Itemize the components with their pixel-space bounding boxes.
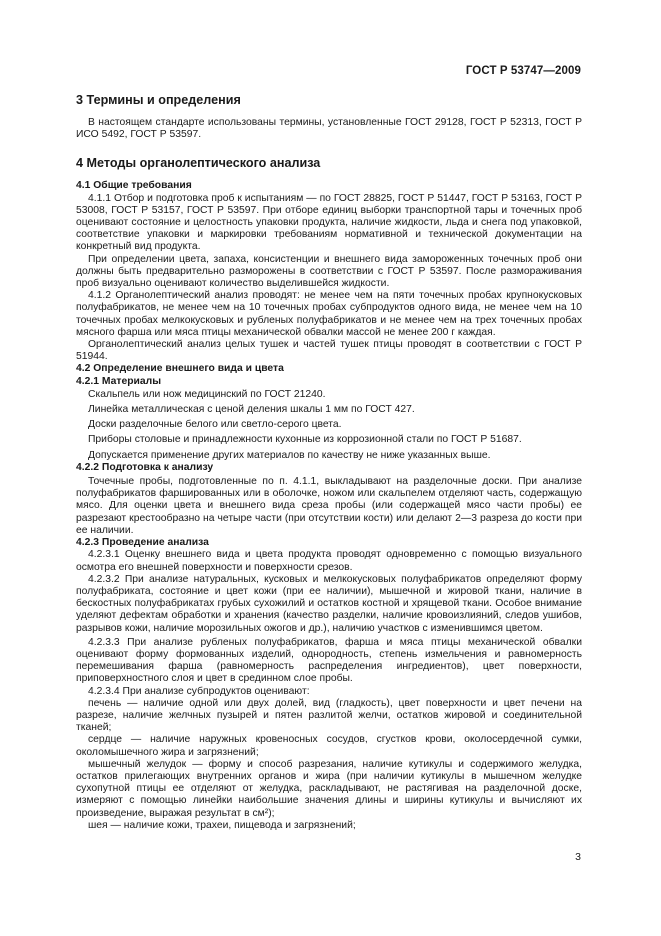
paragraph-4-2-2: Точечные пробы, подготовленные по п. 4.1.1, выкладывают на разделочные доски. При анализе полуфабрикатов фаршированных или в оболочке, ножом или скальпелем отделяют часть, содержащую мясо. Для оценки цвета и внешнего вида среза пробы (или содержащей мясо части пробы) ее разрезают крестообразно на четыре части (при отсутствии кости) или делают 2—3 разреза до кости при ее наличии. [76, 476, 582, 536]
paragraph-heart: сердце — наличие наружных кровеносных сосудов, сгустков крови, околосердечной сумки, околомышечного жира и загрязнений; [76, 734, 582, 758]
section-4-2-title: 4.2 Определение внешнего вида и цвета [76, 363, 284, 375]
section-4-2-3-title: 4.2.3 Проведение анализа [76, 537, 209, 549]
material-item: Допускается применение других материалов по качеству не ниже указанных выше. [88, 449, 491, 461]
paragraph-4-2-3-4: 4.2.3.4 При анализе субпродуктов оценивают: [88, 685, 310, 697]
paragraph-liver: печень — наличие одной или двух долей, вид (гладкость), цвет поверхности и цвет печени на разрезе, наличие желчных пузырей и пятен разлитой желчи, остатков жировой и соединительной тканей; [76, 697, 582, 734]
paragraph-neck: шея — наличие кожи, трахеи, пищевода и загрязнений; [88, 819, 356, 831]
material-item: Скальпель или нож медицинский по ГОСТ 21240. [88, 388, 326, 400]
paragraph-4-1-1: 4.1.1 Отбор и подготовка проб к испытаниям — по ГОСТ 28825, ГОСТ Р 51447, ГОСТ Р 53163, ГОСТ Р 53008, ГОСТ Р 53157, ГОСТ Р 53597. При отборе единиц выборки транспортной тары и точечных проб оценивают состояние и целостность упаковки продукта, наличие жидкости, льда и снега под упаковкой, соответствие упаковки и маркировки требованиям нормативной и технической документации на конкретный вид продукта. [76, 192, 582, 253]
document-body [76, 92, 582, 832]
section-3-text: В настоящем стандарте использованы термины, установленные ГОСТ 29128, ГОСТ Р 52313, ГОСТ Р ИСО 5492, ГОСТ Р 53597. [76, 117, 582, 141]
paragraph-4-1-2-b: Органолептический анализ целых тушек и частей тушек птицы проводят в соответствии с ГОСТ Р 51944. [76, 339, 582, 363]
paragraph-4-2-3-2: 4.2.3.2 При анализе натуральных, кусковых и мелкокусковых полуфабрикатов определяют форму полуфабриката, состояние и цвет кожи (при ее наличии), мышечной и жировой ткани, наличие в бескостных полуфабрикатах грубых сухожилий и остатков костной и хрящевой ткани. Особое внимание уделяют дефектам обработки и хранения (качество разделки, наличие кровоизлияний, следов ушибов, разрывов кожи, наличие морозильных ожогов и др.), наличию участков с изменившимся цветом. [76, 573, 582, 634]
page-number: 3 [575, 851, 581, 863]
section-4-1-title: 4.1 Общие требования [76, 180, 192, 192]
section-3-title: 3 Термины и определения [76, 93, 241, 107]
section-4-2-2-title: 4.2.2 Подготовка к анализу [76, 461, 214, 473]
paragraph-gizzard: мышечный желудок — форму и способ разрезания, наличие кутикулы и содержимого желудка, остатков прилегающих внутренних органов и жира (при наличии кутикулы в мышечном желудке сухопутной птицы ее отделяют от желудка, раскладывают, не растягивая на разделочной доске, измеряют с помощью линейки наибольшие значения длины и ширины кутикулы и вычисляют их произведение, выражая результат в см²); [76, 758, 582, 819]
standard-header: ГОСТ Р 53747—2009 [465, 65, 581, 77]
material-item: Доски разделочные белого или светло-серого цвета. [88, 419, 342, 431]
paragraph-4-2-3-3: 4.2.3.3 При анализе рубленых полуфабрикатов, фарша и мяса птицы механической обвалки оценивают форму формованных изделий, однородность, степень измельчения и равномерность перемешивания фарша (равномерность распределения ингредиентов), цвет поверхности, приповерхностного слоя и цвет в срединном слое пробы. [76, 636, 582, 685]
paragraph-4-1-2: 4.1.2 Органолептический анализ проводят: не менее чем на пяти точечных пробах крупнокусковых полуфабрикатов, не менее чем на 10 точечных пробах субпродуктов одного вида, не менее чем на 10 точечных пробах мелкокусковых и рубленых полуфабрикатов и не менее чем на трех точечных пробах мясного фарша или мяса птицы механической обвалки массой не менее 200 г каждая. [76, 290, 582, 338]
material-item: Приборы столовые и принадлежности кухонные из коррозионной стали по ГОСТ Р 51687. [88, 434, 522, 446]
paragraph-4-1-1-b: При определении цвета, запаха, консистенции и внешнего вида замороженных точечных проб они должны быть предварительно разморожены в соответствии с ГОСТ Р 53597. После размораживания проб визуально оценивают количество выделившейся жидкости. [76, 253, 582, 290]
material-item: Линейка металлическая с ценой деления шкалы 1 мм по ГОСТ 427. [88, 404, 415, 416]
section-4-2-1-title: 4.2.1 Материалы [76, 375, 162, 387]
paragraph-4-2-3-1: 4.2.3.1 Оценку внешнего вида и цвета продукта проводят одновременно с помощью визуального осмотра его внешней поверхности и поверхности срезов. [76, 549, 582, 573]
section-4-title: 4 Методы органолептического анализа [76, 156, 321, 171]
